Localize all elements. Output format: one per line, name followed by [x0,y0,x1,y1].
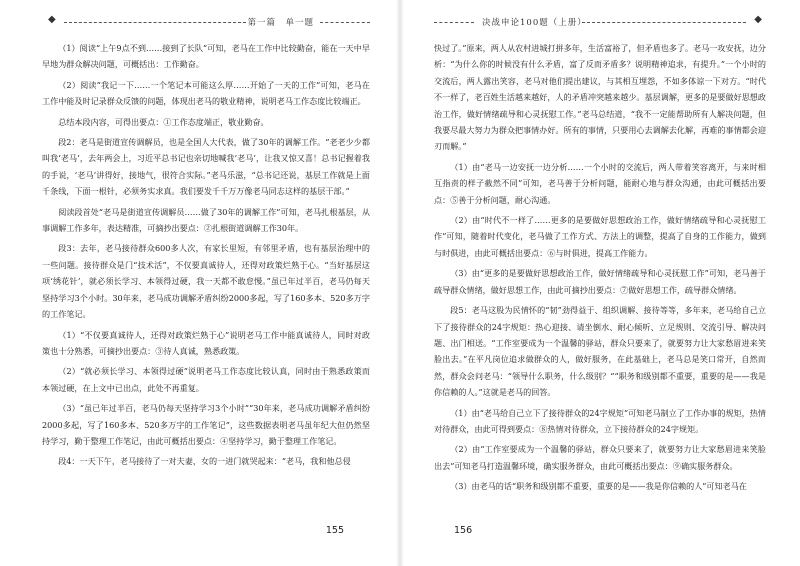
paragraph: （3）由“更多的是要做好思想政治工作，做好情绪疏导和心灵抚慰工作”可知，老马善于疏导群众情绪，做好思想工作，由此可摘抄出要点：⑦做好思想工作，疏导群众情绪。 [434,268,766,295]
paragraph: （3）“虽已年过半百，老马仍每天坚持学习3个小时”“30年来，老马成功调解矛盾纠纷2000多起，写了160多本、520多万字的工作笔记”，这些数据表明老马虽年纪大但仍然坚持学习，勤于整理工作笔记，由此可概括出要点：④坚持学习，勤于整理工作笔记。 [42,403,370,446]
paragraph: 段2：老马是街道宣传调解员，也是全国人大代表，做了30年的调解工作。“老老少少都叫我‘老马’，去年两会上，习近平总书记也亲切地喊我‘老马’，让我又惊又喜！总书记握着我的手说，‘老马’讲得好，接地气，很符合实际。”老马乐滋，“总书记还说，基层工作就是上面千条线，下面一根针，必须务实求真。我们要发千千万万像老马同志这样的基层干部。” [42,137,370,197]
diamond-ornament-icon: ◆ [754,14,762,25]
header-rule [582,22,746,23]
header-rule [434,22,474,23]
page-number: 155 [325,525,344,536]
paragraph: 阅读段首处“老马是街道宣传调解员……做了30年的调解工作”可知，老马扎根基层，从事调解工作多年，表达精准，可摘抄出要点：②扎根街道调解工作30年。 [42,206,370,234]
paragraph: （1）由“老马一边安抚一边分析……一个小时的交流后，两人带着笑容离开，与来时相互指责的样子截然不同”可知，老马善于分析问题，能耐心地与群众沟通，由此可概括出要点：⑤善于分析问题，耐心沟通。 [434,161,766,205]
header-rule [320,22,370,23]
left-running-header [42,10,370,32]
left-body-text [42,40,370,474]
page-number: 156 [454,525,473,536]
paragraph: 段4：一天下午，老马接待了一对夫妻，女的一进门就哭起来：“老马，我和他总侵 [58,456,351,467]
paragraph: （3）由老马的话“职务和级别都不重要，重要的是——我是你信赖的人”可知老马在 [450,481,747,492]
right-body-text [434,40,766,499]
paragraph: （1）由“老马给自己立下了接待群众的24字规矩”可知老马制立了工作办事的规矩，热情对待群众，由此可得到要点：⑧热情对待群众，立下接待群众的24字规矩。 [434,407,766,434]
diamond-ornament-icon: ◆ [48,14,56,25]
paragraph: 快过了。”原来，两人从农村进城打拼多年，生活富裕了，但矛盾也多了。老马一攻安抚，边分析：“为什么你的时候没有什么矛盾，富了反而矛盾多？说明精神追求，有提升。”一个小时的交流后，两人露出笑容，老马对他们提出建议，与其相互埋怨，不如多体谅一下对方。“时代不一样了，老百姓生活越来越好，人的矛盾冲突越来越少。基层调解，更多的是要做好思想政治工作，做好情绪疏导和心灵抚慰工作。”老马总结道，“我不一定能帮助所有人解决问题，但我要尽最大努力为群众把事情办好。所有的事情，只要用心去调解去化解，再难的事情都会迎刃而解。” [434,43,766,152]
paragraph: （1）“不仅要真诚待人，还得对政策烂熟于心”说明老马工作中能真诚待人，同时对政策也十分熟悉，可摘抄出要点：③待人真诚，熟悉政策。 [42,329,370,356]
paragraph: （1）阅读“上午9点不到……接到了长队”可知，老马在工作中比较勤奋，能在一天中早早地为群众解决问题，可概括出：工作勤奋。 [42,43,370,70]
right-running-header [434,10,766,32]
book-title: 决战申论100题（上册） [482,18,587,28]
paragraph: （2）“就必须长学习、本领得过硬”说明老马工作态度比较认真，同时由于熟悉政策而本领过硬，在上文中已出点，此处不再重复。 [42,366,370,393]
paragraph: 总结本段内容，可得出要点：①工作态度端正，敬业勤奋。 [58,116,269,127]
paragraph: （2）由“时代不一样了……更多的是要做好思想政治工作，做好情绪疏导和心灵抚慰工作”可知，随着时代变化，老马做了工作方式、方法上的调整，提高了自身的工作能力，做到与时俱进，由此可概括出要点：⑥与时俱进，提高工作能力。 [434,215,766,258]
paragraph: （2）由“工作室要成为一个温馨的驿站，群众只要来了，就要努力让大家愁眉进来笑脸出去”可知老马打造温馨环境，确实服务群众，由此可概括出要点：⑨确实服务群众。 [434,444,766,471]
header-rule [64,22,246,23]
paragraph: （2）阅读“我记一下……一个笔记本可能这么厚……开始了一天的工作”可知，老马在工作中能及时记录群众反馈的问题，体现出老马的敬业精神，说明老马工作态度比较端正。 [42,79,370,107]
paragraph: 段3：去年，老马接待群众600多人次，有家长里短，有邻里矛盾，也有基层治理中的一些问题。接待群众是门“技术活”，不仅要真诚待人，还得对政策烂熟于心。“当好基层这项‘绣花针’，就必须长学习、本领得过硬，我一天都不敢怠慢。”虽已年过半百，老马仍每天坚持学习3个小时。30年来，老马成功调解矛盾纠纷2000多起，写了160多本、520多万字的工作笔记。 [42,243,370,320]
paragraph: 段5：老马这股为民情怀的“韧”劲得益于、组织调解、接待等等，多年来，老马给自己立下了接待群众的24字规矩：热心迎接、请坐倒水、耐心倾听、立足规则、交流引导、解决问题、出门相送。“工作室要成为一个温馨的驿站，群众只要来了，就要努力让大家愁眉进来笑脸出去。”在平凡岗位追求做群众的人，做好服务，在此基础上，老马总是笑口常开，自然而然，群众会问老马：“领导什么职务，什么级别？”“职务和级别都不重要，重要的是——我是你信赖的人。”这就是老马的回答。 [434,305,766,398]
right-page [400,0,800,566]
chapter-title: 第一篇 单一题 [247,18,314,28]
